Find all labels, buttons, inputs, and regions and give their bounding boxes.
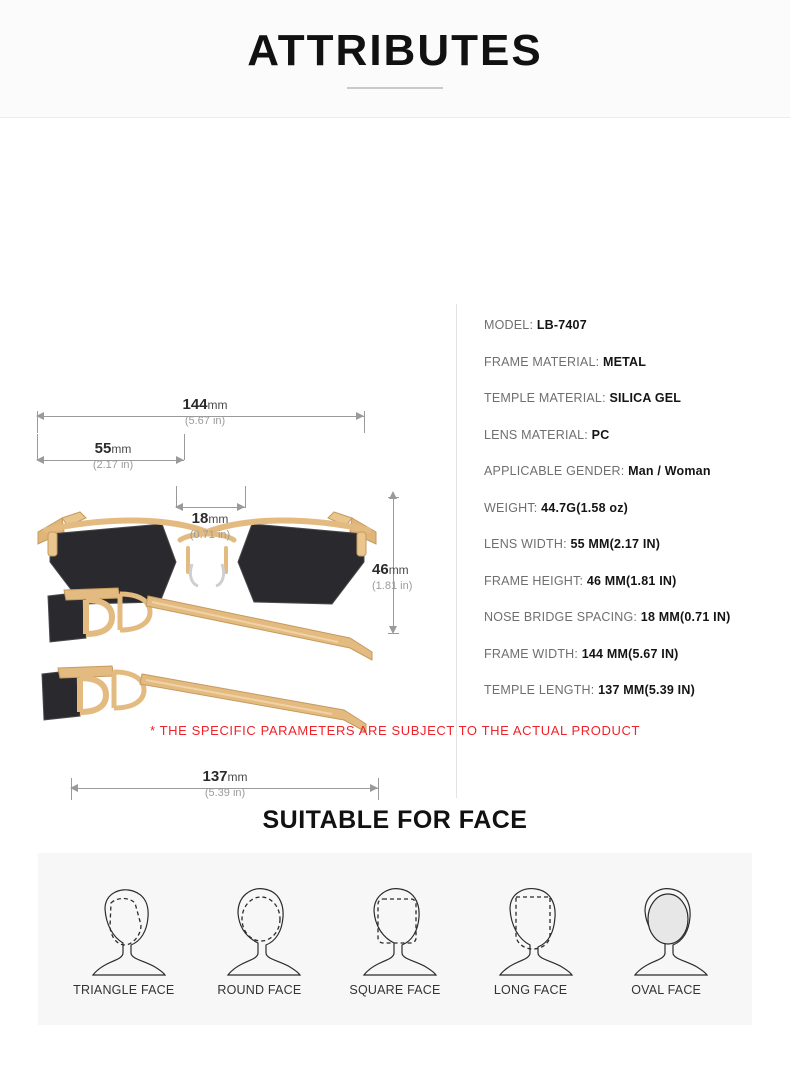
attribute-label: LENS MATERIAL: (484, 427, 588, 442)
long-face-icon (476, 881, 586, 977)
face-caption: LONG FACE (493, 983, 568, 997)
attribute-label: WEIGHT: (484, 500, 538, 515)
dim-tick-right-temple-length (378, 778, 379, 800)
footer-spacer (0, 1060, 790, 1090)
dim-label-nose-bridge: 18mm (0.71 in) (189, 510, 231, 542)
attribute-value: METAL (602, 354, 647, 369)
attribute-label: TEMPLE MATERIAL: (484, 391, 606, 405)
attribute-value: 137 MM(5.39 IN) (598, 683, 695, 697)
attribute-value: PC (591, 427, 610, 442)
attribute-row-temple-length (484, 683, 784, 697)
attribute-label: MODEL: (484, 318, 534, 332)
attribute-label: LENS WIDTH: (484, 537, 567, 551)
face-item-round (192, 881, 328, 997)
suitable-for-face-section (0, 806, 790, 1025)
face-caption: TRIANGLE FACE (73, 983, 175, 997)
attribute-row-nose-bridge-spacing (484, 610, 784, 624)
attribute-row-model (484, 318, 784, 332)
triangle-face-icon (69, 881, 179, 977)
attribute-value: SILICA GEL (609, 391, 682, 405)
attribute-value: 44.7G(1.58 oz) (541, 500, 629, 515)
attribute-label: NOSE BRIDGE SPACING: (484, 610, 638, 624)
dim-label-frame-height: 46mm (1.81 in) (372, 561, 413, 593)
face-item-oval (598, 881, 734, 997)
round-face-icon (204, 881, 314, 977)
dim-arrow-right-lens-width (176, 456, 184, 464)
page-header (0, 0, 790, 118)
attribute-label: FRAME MATERIAL: (484, 354, 600, 369)
dim-label-frame-width: 144mm (5.67 in) (182, 396, 228, 428)
disclaimer-note: * THE SPECIFIC PARAMETERS ARE SUBJECT TO THE ACTUAL PRODUCT (149, 723, 640, 738)
face-item-triangle (56, 881, 192, 997)
face-shape-list (38, 853, 752, 1025)
face-caption: OVAL FACE (631, 983, 702, 997)
attribute-value: 144 MM(5.67 IN) (581, 646, 679, 661)
square-face-icon (340, 881, 450, 977)
attribute-row-lens-width (484, 537, 784, 551)
dim-tick-left-temple-length (71, 778, 72, 800)
attribute-row-lens-material (484, 428, 784, 442)
attribute-value: LB-7407 (536, 318, 587, 332)
dim-tick-left-frame-width (37, 411, 38, 433)
face-item-long (463, 881, 599, 997)
attribute-row-frame-material (484, 355, 784, 369)
dim-arrow-right-temple-length (370, 784, 378, 792)
dim-label-lens-width: 55mm (2.17 in) (92, 440, 134, 472)
attribute-list (484, 318, 784, 720)
attribute-label: FRAME HEIGHT: (484, 573, 584, 588)
attribute-row-temple-material (484, 391, 784, 405)
dim-arrow-right-frame-width (356, 412, 364, 420)
dim-tick-right-frame-width (364, 411, 365, 433)
page-title: ATTRIBUTES (247, 25, 543, 75)
dim-tick-left-lens-width (37, 434, 38, 460)
dim-tick-right-nose-bridge (245, 486, 246, 508)
attribute-value: 46 MM(1.81 IN) (586, 573, 677, 588)
face-caption: SQUARE FACE (349, 983, 441, 997)
attribute-label: TEMPLE LENGTH: (484, 683, 595, 697)
attribute-row-weight (484, 501, 784, 515)
attribute-value: Man / Woman (628, 464, 711, 478)
dim-tick-top-frame-height (388, 497, 399, 498)
dim-line-nose-bridge (183, 507, 245, 508)
attribute-row-frame-width (484, 647, 784, 661)
attribute-value: 18 MM(0.71 IN) (640, 610, 731, 624)
face-caption: ROUND FACE (217, 983, 302, 997)
attribute-label: APPLICABLE GENDER: (484, 464, 625, 478)
attribute-value: 55 MM(2.17 IN) (570, 537, 661, 551)
face-item-square (327, 881, 463, 997)
oval-face-icon (611, 881, 721, 977)
attribute-row-frame-height (484, 574, 784, 588)
dim-label-temple-length: 137mm (5.39 in) (202, 768, 248, 800)
title-underline (347, 87, 443, 89)
attribute-label: FRAME WIDTH: (484, 646, 579, 661)
dim-tick-right-lens-width (184, 434, 185, 460)
attribute-row-applicable-gender (484, 464, 784, 478)
suitable-for-face-title: SUITABLE FOR FACE (262, 806, 528, 834)
dim-tick-left-nose-bridge (176, 486, 177, 508)
